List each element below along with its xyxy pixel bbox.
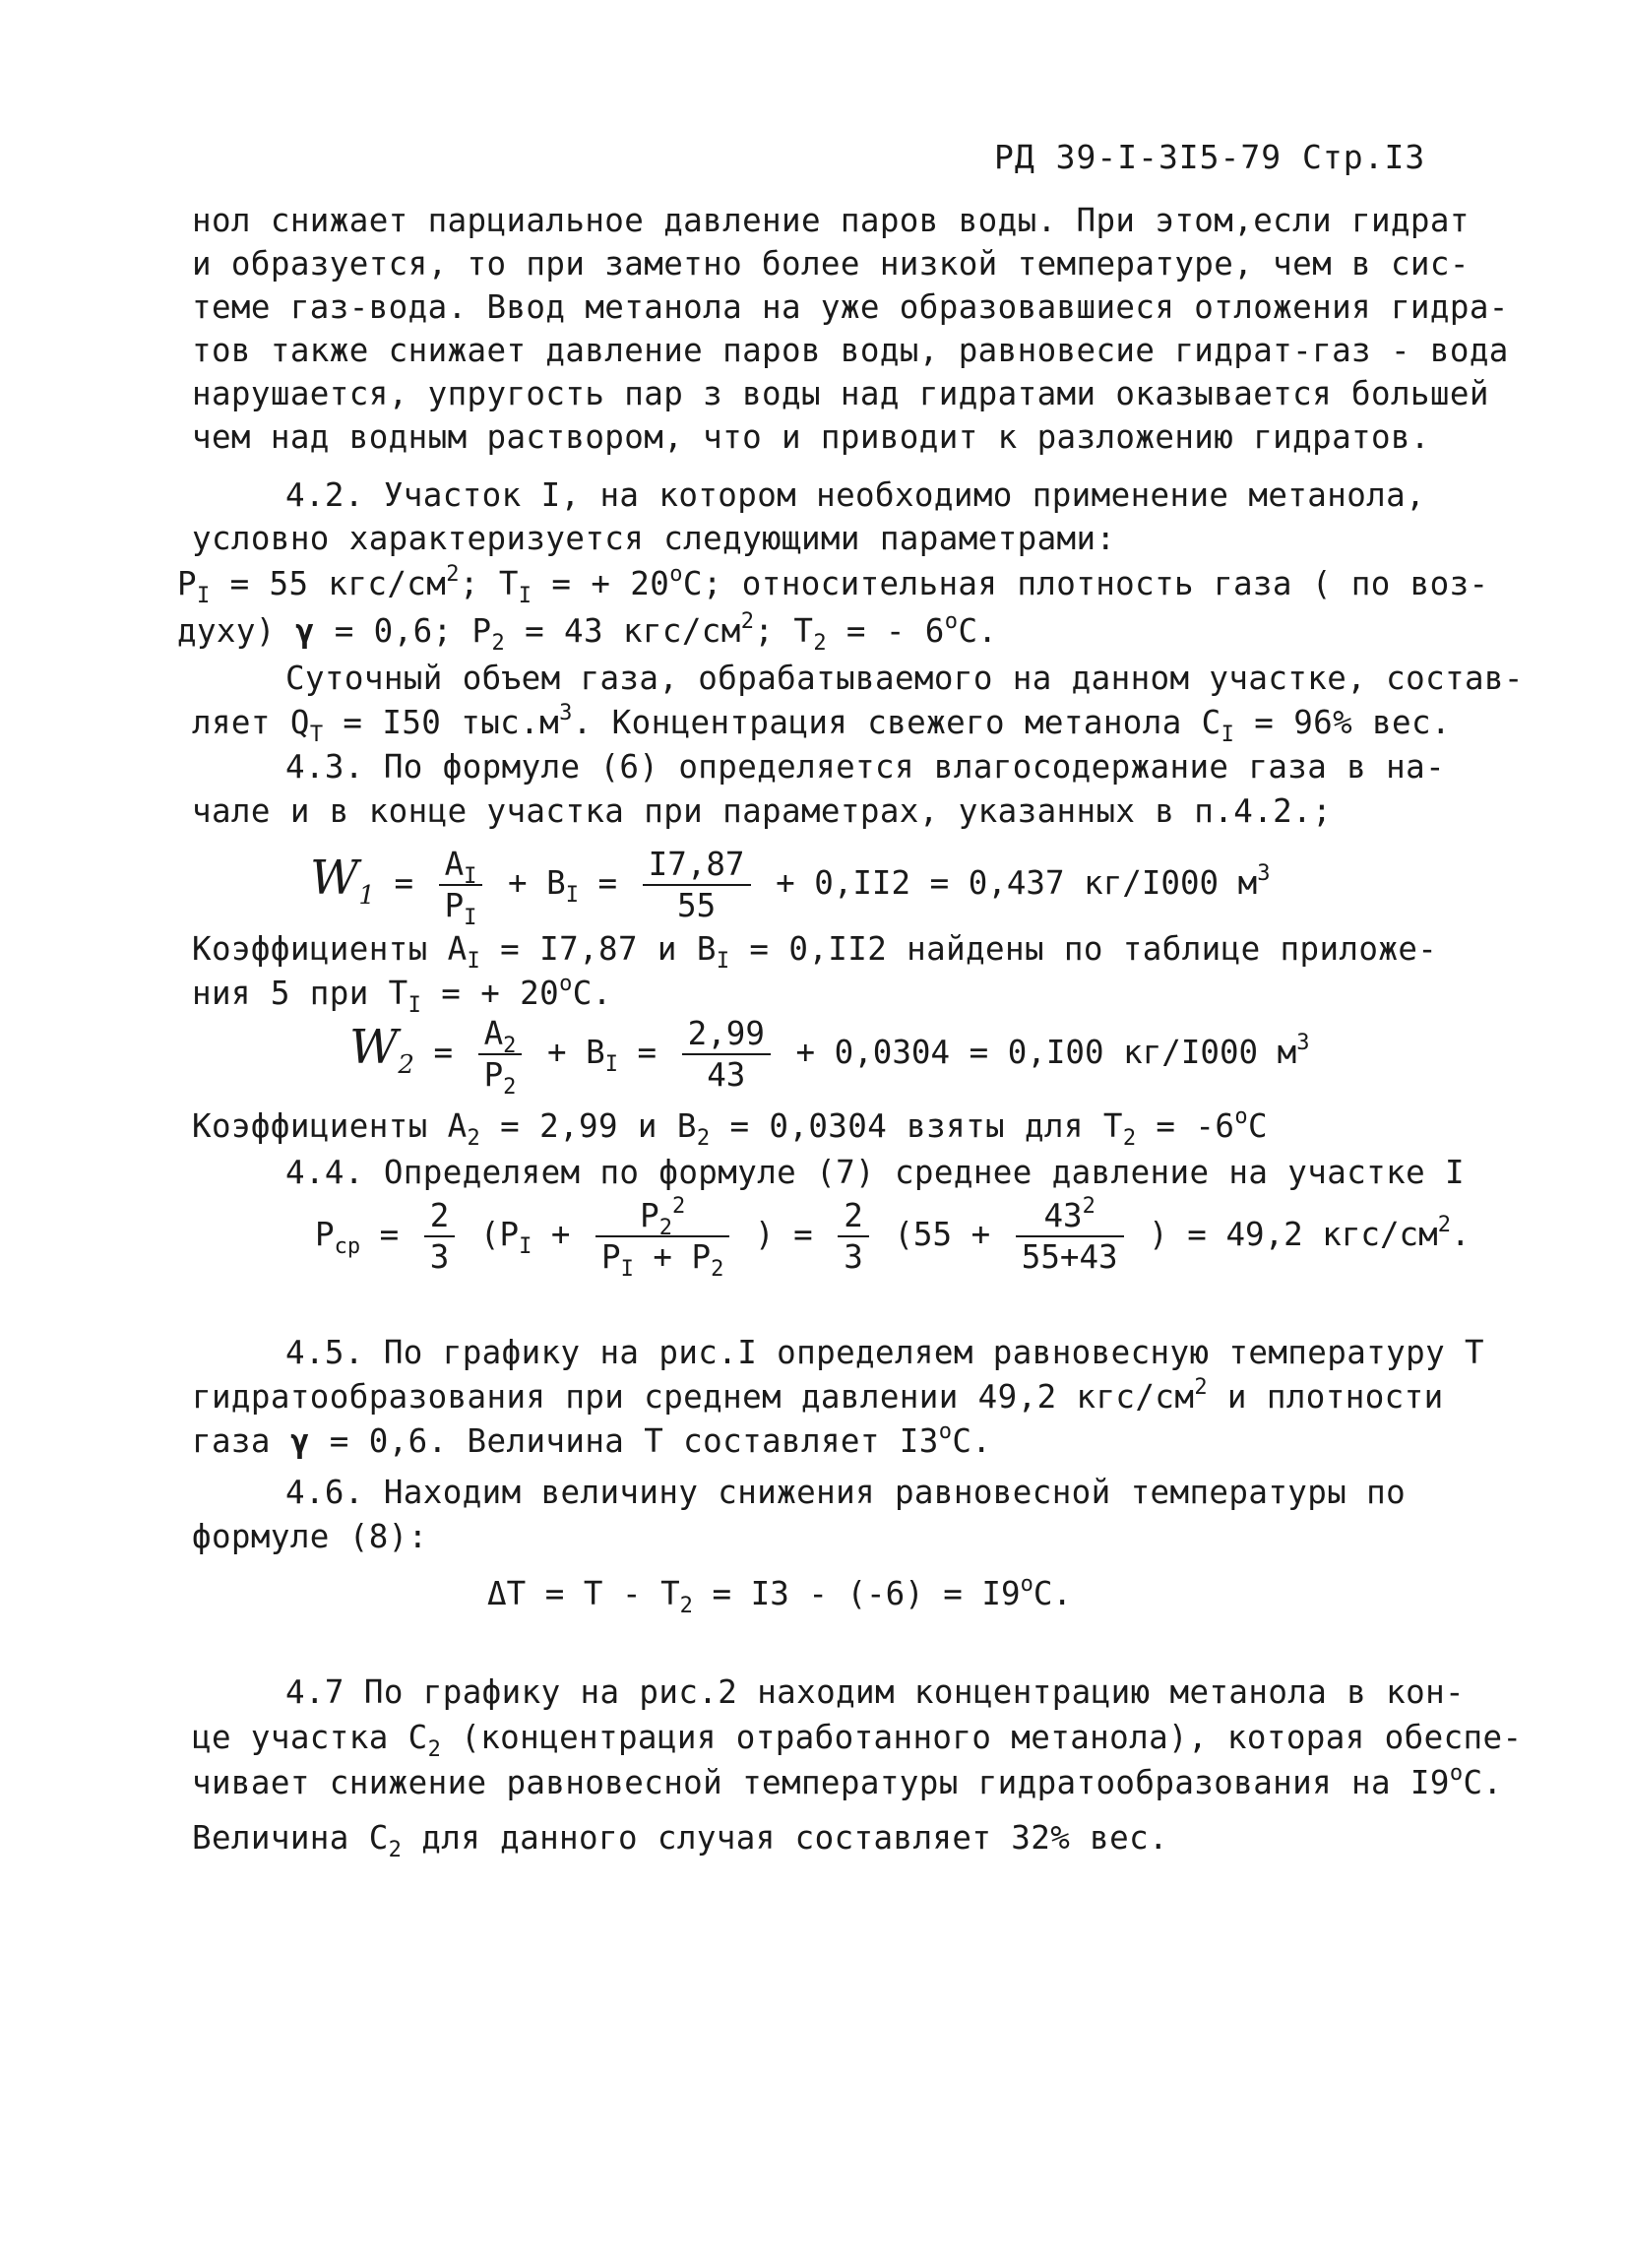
text-line: чем над водным раствором, что и приводит к разложению гидратов. xyxy=(192,418,1430,456)
formula-w2: $W_2$ = $\frac{A_2}{P_2}$ + $B_I$ = $\frac{2,99}{43}$ + 0,0304 = 0,I00 кг/I000 $м^3$ xyxy=(349,1015,1310,1100)
section-4-3-heading: 4.3. По формуле (6) определяется влагосодержание газа в на- xyxy=(285,748,1446,786)
formula-pcp: $P_{ср}$ = $\frac{2}{3}$ ($P_I$ + $\frac{P_2^2}{P_I + P_2}$ ) = $\frac{2}{3}$ (55 + $\frac{43^2}{55+43}$ ) = 49,2 кгс/$см^2$. xyxy=(315,1194,1471,1282)
text-line: чивает снижение равновесной температуры гидратообразования на I9$^o$C. xyxy=(192,1761,1503,1801)
text-line: Коэффициенты $A_I = I7,87$ и $B_I = 0,II2$ найдены по таблице приложе- xyxy=(192,930,1438,974)
text-line: це участка $C_2$ (концентрация отработанного метанола), которая обеспе- xyxy=(192,1719,1523,1762)
text-line: теме газ-вода. Ввод метанола на уже образовавшиеся отложения гидра- xyxy=(192,288,1509,326)
text-line: Коэффициенты $A_2 = 2,99$ и $B_2 = 0,0304$ взяты для $T_2 = -6^oC$ xyxy=(192,1104,1268,1151)
formula-delta-t: $\Delta T = T - T_2 = I3 - (-6) = I9^oC$. xyxy=(487,1572,1072,1618)
section-4-7-heading: 4.7 По графику на рис.2 находим концентрацию метанола в кон- xyxy=(285,1673,1465,1711)
section-4-6-heading: 4.6. Находим величину снижения равновесной температуры по xyxy=(285,1474,1407,1511)
formula-w1: $W_1$ = $\frac{A_I}{P_I}$ + $B_I$ = $\frac{I7,87}{55}$ + 0,II2 = 0,437 кг/I000 $м^3$ xyxy=(310,846,1271,930)
text-line: условно характеризуется следующими параметрами: xyxy=(192,520,1116,557)
text-line: нол снижает парциальное давление паров воды. При этом,если гидрат xyxy=(192,202,1470,239)
text-line: и образуется, то при заметно более низкой температуре, чем в сис- xyxy=(192,245,1470,283)
text-line: ния 5 при $T_I$ = + $20^oC$. xyxy=(192,972,612,1018)
page-header: РД 39-I-3I5-79 Стр.I3 xyxy=(994,138,1426,176)
text-line: Суточный объем газа, обрабатываемого на данном участке, состав- xyxy=(285,660,1524,697)
text-line: тов также снижает давление паров воды, равновесие гидрат-газ - вода xyxy=(192,332,1509,369)
text-line: нарушается, упругость пар з воды над гидратами оказывается большей xyxy=(192,375,1489,412)
text-line: Величина $C_2$ для данного случая составляет 32% вес. xyxy=(192,1819,1169,1862)
section-4-2-heading: 4.2. Участок I, на котором необходимо применение метанола, xyxy=(285,476,1426,514)
text-line: гидратообразования при среднем давлении 49,2 кгс/$см^2$ и плотности xyxy=(192,1375,1444,1416)
section-4-4-heading: 4.4. Определяем по формуле (7) среднее давление на участке I xyxy=(285,1154,1465,1191)
parameters-line: $P_I = 55$ кгс/$см^2$; $T_I$ = + $20^oC$; относительная плотность газа ( по воз- xyxy=(177,562,1489,608)
text-line: чале и в конце участка при параметрах, указанных в п.4.2.; xyxy=(192,792,1333,830)
parameters-line: духу) γ = 0,6; $P_2 = 43$ кгс/$см^2$; $T_2$ = - 6$^o$C. xyxy=(177,609,998,656)
text-line: газа γ = 0,6. Величина T составляет I3$^o$C. xyxy=(192,1419,992,1460)
text-line: ляет $Q_T = I50$ $тыс.м^3$. Концентрация свежего метанола $С_I = 96\%$ вес. xyxy=(192,701,1451,747)
text-line: формуле (8): xyxy=(192,1518,428,1555)
section-4-5-heading: 4.5. По графику на рис.I определяем равновесную температуру T xyxy=(285,1334,1484,1371)
